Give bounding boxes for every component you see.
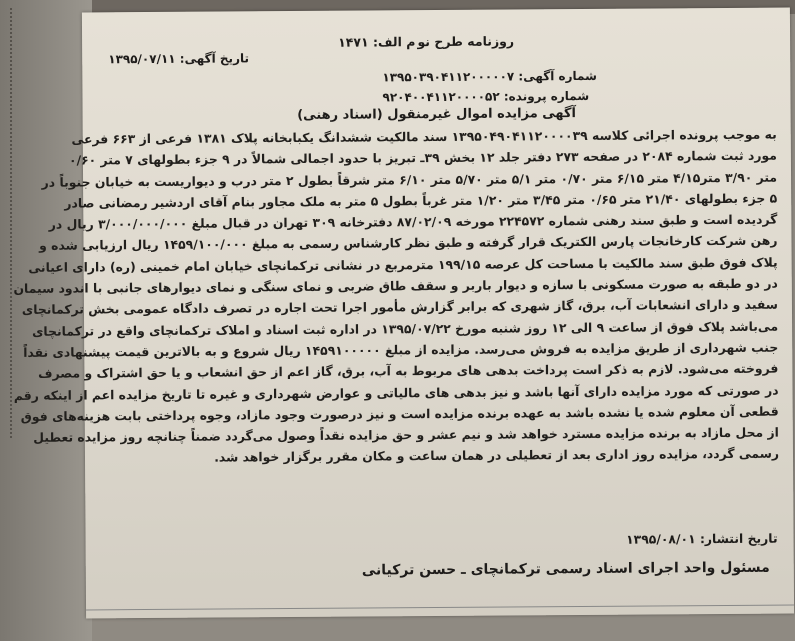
body-line: می‌باشد پلاک فوق از ساعت ۹ الی ۱۲ روز شنبه مورخ ۱۳۹۵/۰۷/۲۲ در اداره ثبت اسناد و املاک ترکمانچای واقع در ترکمانچای: [31, 318, 779, 339]
body-line: جنب شهرداری از طریق مزایده به فروش می‌رسد. مزایده از مبلغ ۱۴۵۹۱۰۰۰۰۰ ریال شروع و به بالاترین قیمت پیشنهادی نقداً: [23, 339, 779, 360]
body-line: پلاک فوق طبق سند مالکیت با مساحت کل عرصه ۱۹۹/۱۵ مترمربع در نشانی ترکمانچای خیابان امام خمینی (ره) دارای اعیانی: [28, 254, 778, 275]
body-line: از محل مازاد به برنده مزایده مسترد خواهد شد و نیم عشر و حق مزایده نقداً وصول می‌گردد ضمناً چنانچه روز مزایده تعطیل: [33, 424, 779, 445]
body-line: متر ۳/۹۰ متر۴/۱۵ متر ۶/۱۵ متر ۰/۷۰ متر ۵/۱ متر ۵/۷۰ متر ۶/۱۰ متر شرقاً بطول ۲ متر درب و دیواریست به خیابان جنوباً در: [41, 169, 778, 190]
body-line: مورد ثبت شماره ۲۰۸۴ در صفحه ۲۷۳ دفتر جلد ۱۲ بخش ۳۹ـ تبریز با حدود اجمالی شمالاً در ۹ جزء بطولهای ۷ متر ۰/۶۰: [68, 147, 777, 168]
signature: مسئول واحد اجرای اسناد رسمی ترکمانچای ـ حسن ترکیانی: [361, 559, 770, 579]
notice-body: [13, 124, 780, 469]
ad-date: تاریخ آگهی: ۱۳۹۵/۰۷/۱۱: [108, 51, 250, 67]
divider: [86, 605, 794, 611]
body-line: رهن شرکت کارخانجات پارس الکتریک قرار گرفته و طبق نظر کارشناس رسمی به مبلغ ۱۴۵۹/۱۰۰/۰۰۰ ریال ارزیابی شده و: [39, 233, 778, 254]
publish-date: تاریخ انتشار: ۱۳۹۵/۰۸/۰۱: [626, 530, 778, 547]
body-line: در دو طبقه به صورت مسکونی با سازه و دیوار باربر و سقف طاق ضربی و نمای سنگی و نمای دیوارهای جانبی با اندود سیمان: [13, 275, 778, 297]
body-line: گردیده است و طبق سند رهنی شماره ۲۲۴۵۷۲ مورخه ۸۷/۰۲/۰۹ دفترخانه ۳۰۹ تهران در قبال مبلغ ۳/۰۰۰/۰۰۰/۰۰۰ ریال در: [48, 211, 778, 232]
notebook-edge: [10, 8, 22, 438]
body-line: رسمی گردد، مزایده روز اداری بعد از تعطیلی در همان ساعت و مکان مقرر برگزار خواهد شد.: [214, 446, 780, 466]
body-line: در صورتی که مورد مزایده دارای آنها باشد و نیز بدهی های مالیاتی و عوارض شهرداری و غیره تا تاریخ مزایده اعم از اینکه رقم: [13, 382, 779, 403]
ad-id: شماره آگهی: ۱۳۹۵۰۳۹۰۴۱۱۲۰۰۰۰۰۷: [382, 68, 597, 85]
body-line: سفید و دارای انشعابات آب، برق، گاز شهری که برابر گزارش مأمور اجرا تحت اجاره در تصرف دادگاه عمومی بخش ترکمانچای: [21, 297, 779, 318]
case-number: شماره پرونده: ۹۲۰۴۰۰۴۱۱۲۰۰۰۰۵۲: [382, 88, 590, 105]
body-line: فروخته می‌شود. لازم به ذکر است پرداخت بدهی های مربوط به آب، برق، گاز اعم از حق انشعاب و یا حق اشتراک و مصرف: [38, 360, 779, 382]
newspaper-clipping: [13, 8, 794, 619]
newspaper-name: روزنامه طرح نو: [417, 33, 515, 50]
body-line: ۵ جزء بطولهای ۲۱/۴۰ متر ۰/۶۵ متر ۳/۴۵ متر ۱/۲۰ متر غرباً بطول ۵ متر به ملک مجاور بنام آقای اردشیر رمضانی صادر: [64, 190, 778, 211]
body-line: قطعی آن معلوم شده یا نشده باشد به عهده برنده مزایده است و نیز درصورت وجود مازاد، وجوه پرداختی بابت هزینه‌های فوق: [20, 403, 779, 424]
ad-number: م الف: ۱۴۷۱: [338, 34, 416, 50]
notice-title: آگهی مزایده اموال غیرمنقول (اسناد رهنی): [297, 106, 577, 123]
body-line: به موجب پرونده اجرائی کلاسه ۱۳۹۵۰۴۹۰۴۱۱۲۰۰۰۰۳۹ سند مالکیت ششدانگ یکبابخانه پلاک ۱۳۸۱ فرعی از ۶۶۳ فرعی: [71, 126, 777, 147]
header-row: [98, 32, 774, 67]
